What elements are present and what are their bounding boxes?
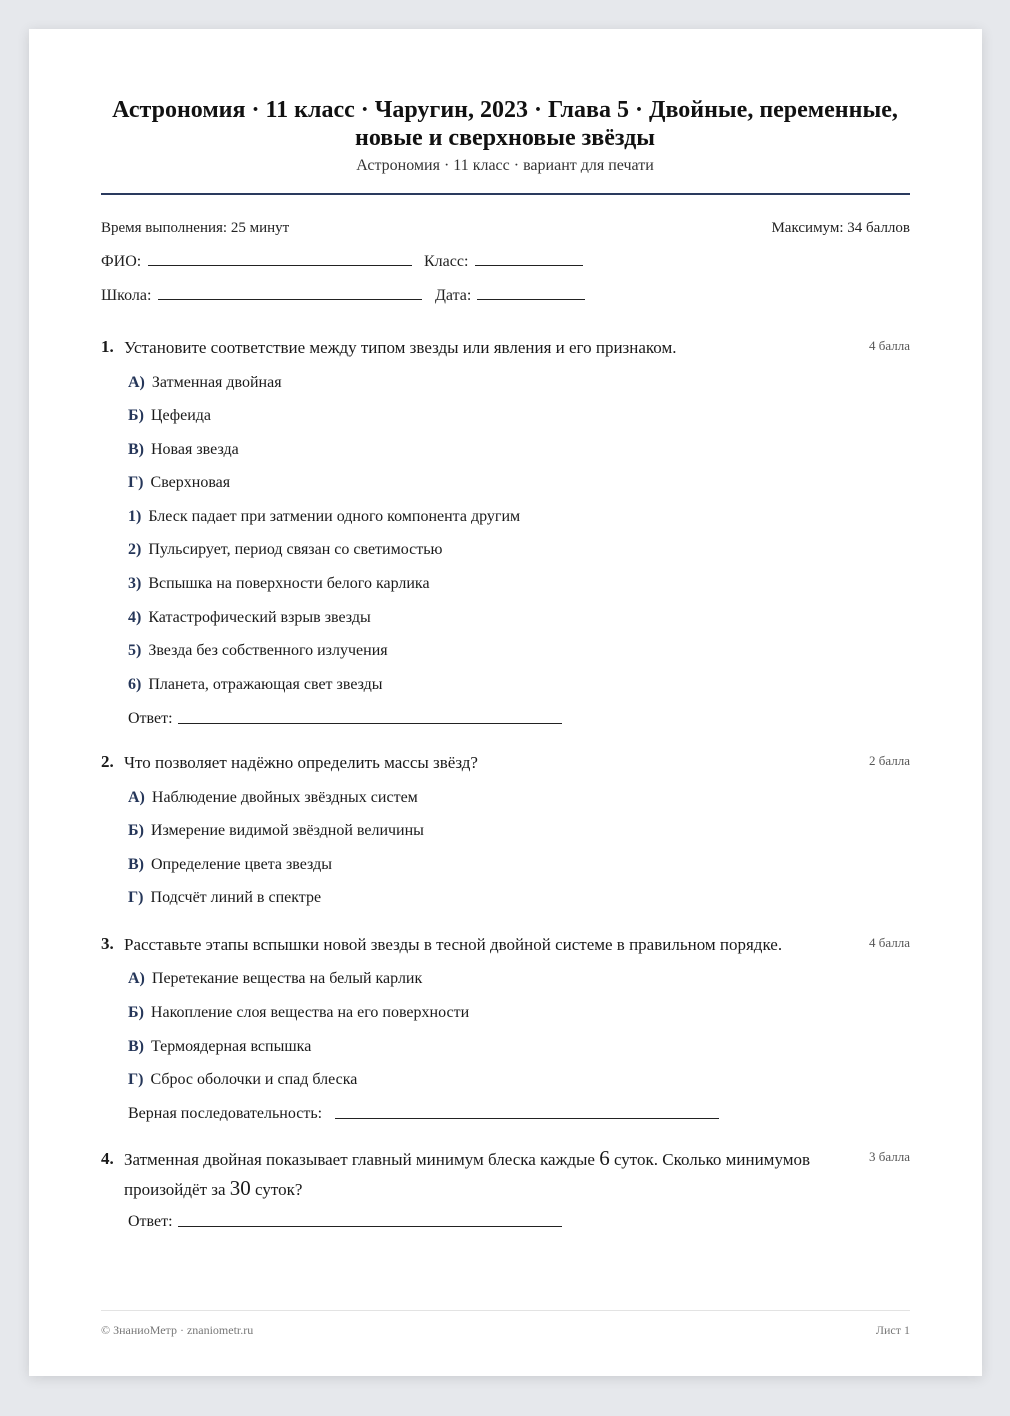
option-marker: А): [128, 789, 145, 806]
answer-label: Ответ:: [128, 1213, 173, 1230]
option-item: [128, 609, 371, 627]
question-number: 1.: [101, 337, 114, 356]
question-text: Расставьте этапы вспышки новой звезды в тесной двойной системе в правильном порядке.: [124, 935, 783, 954]
page-number: Лист 1: [875, 1323, 910, 1337]
max-score: Максимум: 34 баллов: [771, 220, 910, 236]
option-marker: А): [128, 970, 145, 987]
header-divider: [101, 193, 910, 195]
option-text: Термоядерная вспышка: [151, 1038, 312, 1055]
page-title: [100, 96, 910, 152]
question-points: 2 балла: [869, 753, 910, 768]
answer-input-line[interactable]: [178, 723, 562, 724]
option-marker: Г): [128, 889, 144, 906]
class-input-line[interactable]: [475, 265, 583, 266]
option-item[interactable]: [128, 856, 332, 874]
option-marker: Б): [128, 1004, 144, 1021]
option-item: [128, 508, 520, 526]
option-marker: В): [128, 856, 144, 873]
option-item: [128, 1038, 311, 1056]
option-text: Затменная двойная: [151, 374, 282, 391]
option-text: Пульсирует, период связан со светимостью: [148, 541, 443, 558]
answer-input-line[interactable]: [178, 1226, 562, 1227]
option-marker: 6): [128, 676, 142, 693]
option-text: Определение цвета звезды: [151, 856, 332, 873]
class-label: Класс:: [424, 253, 469, 270]
option-marker: В): [128, 1038, 144, 1055]
option-text: Катастрофический взрыв звезды: [148, 609, 371, 626]
answer-label: Ответ:: [128, 710, 173, 727]
option-item: [128, 575, 430, 593]
sequence-label: Верная последовательность:: [128, 1105, 323, 1122]
option-text: Новая звезда: [151, 441, 239, 458]
question-number: 3.: [101, 934, 114, 953]
option-text: Накопление слоя вещества на его поверхности: [150, 1004, 470, 1021]
option-marker: 4): [128, 609, 142, 626]
time-limit: Время выполнения: 25 минут: [101, 220, 290, 236]
option-item[interactable]: [128, 789, 418, 807]
option-item: [128, 441, 239, 459]
option-item: [128, 1004, 469, 1022]
footer-copyright: © ЗнаниоМетр · znaniometr.ru: [101, 1323, 254, 1337]
option-item: [128, 474, 230, 492]
option-item: [128, 407, 211, 425]
question-number: 4.: [101, 1149, 114, 1168]
option-item: [128, 374, 282, 392]
option-item: [128, 676, 383, 694]
title-line-2: новые и сверхновые звёзды: [355, 125, 655, 151]
option-text: Наблюдение двойных звёздных систем: [151, 789, 418, 806]
number-value: 6: [599, 1146, 610, 1170]
option-text: Цефеида: [150, 407, 212, 424]
fio-input-line[interactable]: [148, 265, 412, 266]
option-marker: 1): [128, 508, 142, 525]
option-marker: 5): [128, 642, 142, 659]
option-item[interactable]: [128, 889, 321, 907]
option-marker: В): [128, 441, 144, 458]
option-item: [128, 1071, 357, 1089]
question-text: Затменная двойная показывает главный минимум блеска каждые 6 суток. Сколько минимумов произойдёт за 30 суток?: [124, 1146, 811, 1200]
option-item[interactable]: [128, 822, 424, 840]
option-item: [128, 642, 388, 660]
school-input-line[interactable]: [158, 299, 422, 300]
option-text: Вспышка на поверхности белого карлика: [148, 575, 430, 592]
question-points: 3 балла: [869, 1149, 910, 1164]
option-marker: А): [128, 374, 145, 391]
fio-label: ФИО:: [101, 253, 142, 270]
question-points: 4 балла: [869, 338, 910, 353]
date-input-line[interactable]: [477, 299, 585, 300]
number-value: 30: [229, 1176, 251, 1200]
date-label: Дата:: [435, 287, 472, 304]
option-item: [128, 970, 422, 988]
option-text: Звезда без собственного излучения: [148, 642, 388, 659]
question-points: 4 балла: [869, 935, 910, 950]
option-item: [128, 541, 442, 559]
option-marker: Б): [128, 407, 144, 424]
option-marker: Г): [128, 474, 144, 491]
option-text: Сброс оболочки и спад блеска: [150, 1071, 358, 1088]
footer-divider: [101, 1310, 910, 1311]
question-text: Установите соответствие между типом звезды или явления и его признаком.: [124, 338, 677, 357]
option-marker: 2): [128, 541, 142, 558]
option-marker: Г): [128, 1071, 144, 1088]
school-label: Школа:: [101, 287, 152, 304]
sequence-input-line[interactable]: [335, 1118, 719, 1119]
question-text: Что позволяет надёжно определить массы звёзд?: [124, 753, 478, 772]
question-number: 2.: [101, 752, 114, 771]
option-text: Планета, отражающая свет звезды: [148, 676, 383, 693]
option-text: Подсчёт линий в спектре: [150, 889, 322, 906]
title-line-1: Астрономия · 11 класс · Чаругин, 2023 · Глава 5 · Двойные, переменные,: [112, 97, 898, 123]
option-text: Измерение видимой звёздной величины: [150, 822, 424, 839]
option-marker: Б): [128, 822, 144, 839]
option-text: Сверхновая: [150, 474, 231, 491]
option-text: Перетекание вещества на белый карлик: [151, 970, 423, 987]
page-subtitle: Астрономия · 11 класс · вариант для печати: [356, 157, 654, 174]
option-text: Блеск падает при затмении одного компонента другим: [148, 508, 521, 525]
option-marker: 3): [128, 575, 142, 592]
